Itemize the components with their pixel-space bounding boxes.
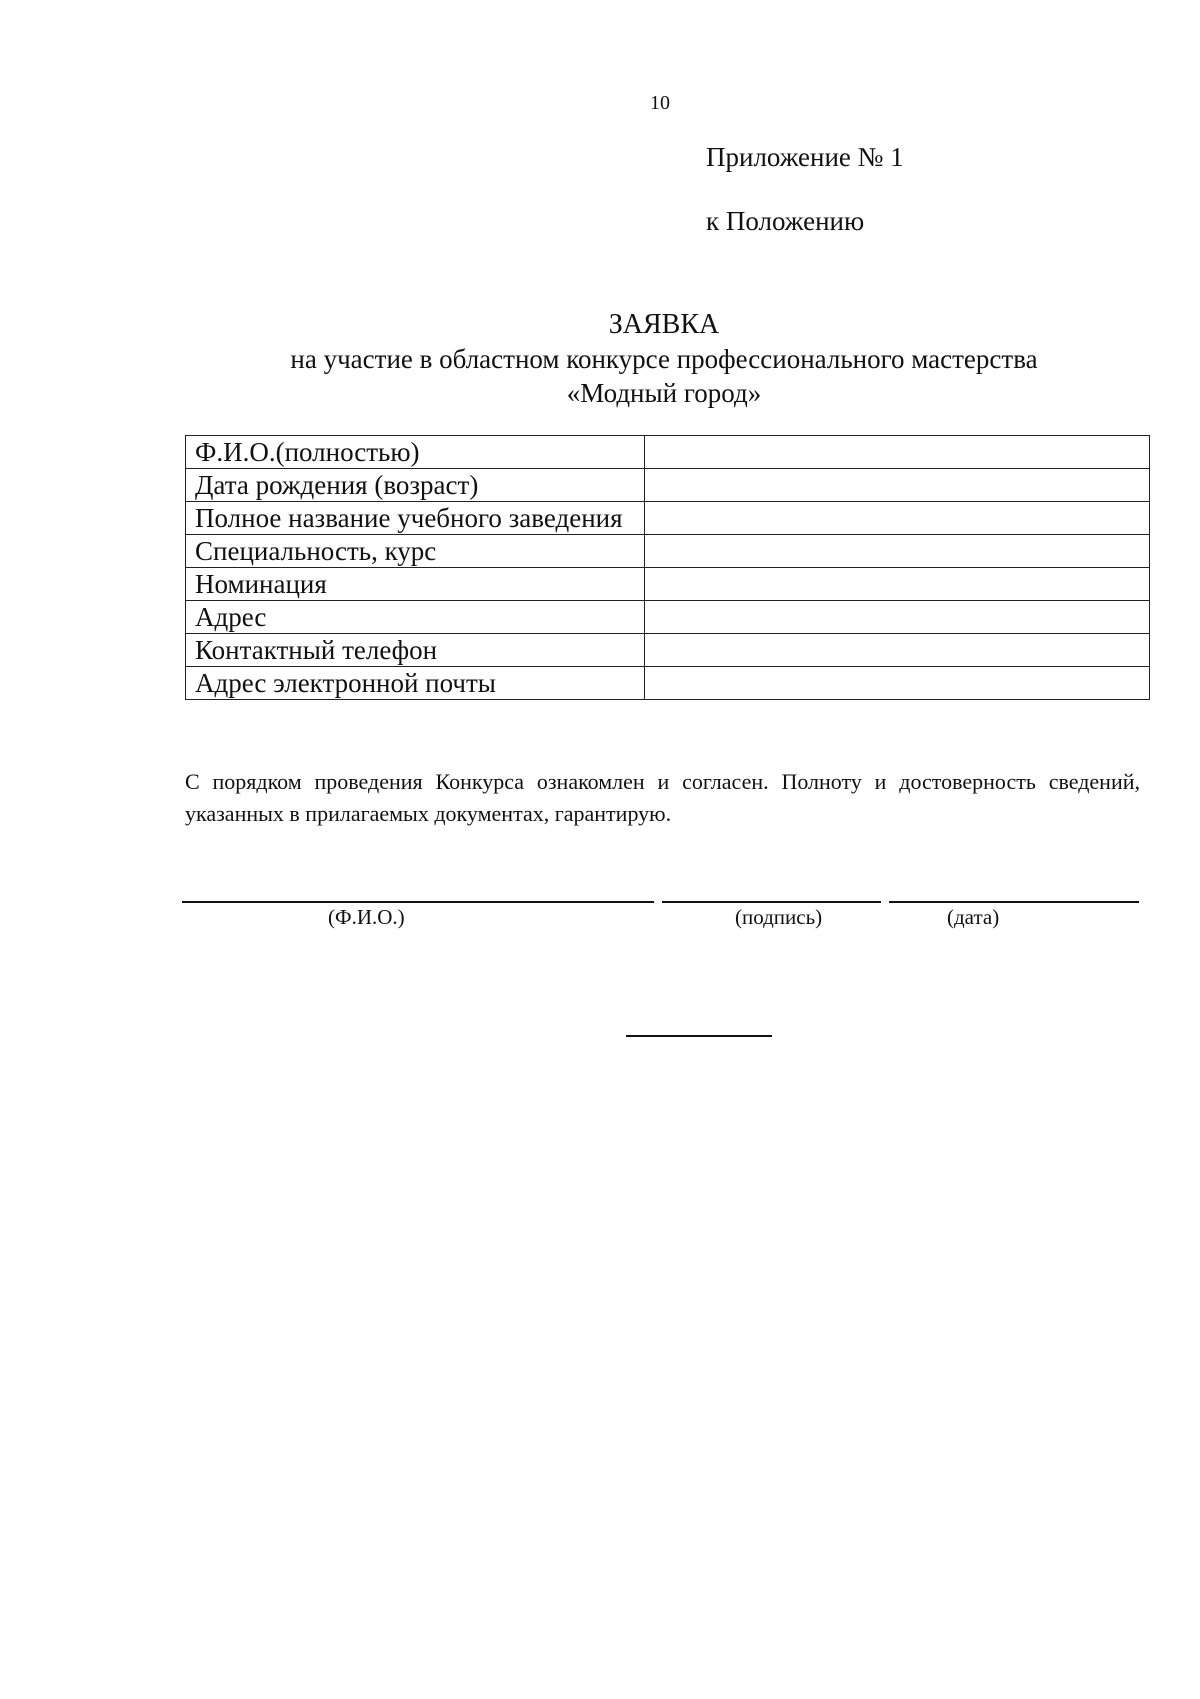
contest-name: «Модный город» — [566, 378, 762, 408]
date-signature-line[interactable] — [889, 901, 1139, 903]
document-subtitle: на участие в областном конкурсе профессионального мастерства — [290, 344, 1038, 374]
table-row — [186, 436, 1150, 469]
table-row — [186, 502, 1150, 535]
field-value-fio[interactable] — [645, 436, 1150, 469]
signature-line[interactable] — [662, 901, 881, 903]
field-label-fio: Ф.И.О.(полностью) — [186, 436, 645, 469]
document-title: ЗАЯВКА — [608, 309, 720, 340]
table-row — [186, 634, 1150, 667]
table-row — [186, 469, 1150, 502]
field-value-address[interactable] — [645, 601, 1150, 634]
date-caption: (дата) — [947, 905, 1000, 929]
field-label-email: Адрес электронной почты — [186, 667, 645, 700]
document-title-block — [0, 308, 1200, 410]
consent-statement: С порядком проведения Конкурса ознакомлен и согласен. Полноту и достоверность сведений, указанных в прилагаемых документах, гарантирую. — [185, 769, 1140, 826]
signature-caption: (подпись) — [735, 905, 823, 929]
field-value-specialty[interactable] — [645, 535, 1150, 568]
table-row — [186, 667, 1150, 700]
field-value-nomination[interactable] — [645, 568, 1150, 601]
appendix-number: Приложение № 1 — [706, 142, 904, 172]
field-label-nomination: Номинация — [186, 568, 645, 601]
fio-caption: (Ф.И.О.) — [328, 905, 405, 929]
field-label-specialty: Специальность, курс — [186, 535, 645, 568]
table-row — [186, 535, 1150, 568]
field-value-school[interactable] — [645, 502, 1150, 535]
end-of-document-divider — [626, 1035, 772, 1037]
field-label-school: Полное название учебного заведения — [186, 502, 645, 535]
page-number: 10 — [650, 92, 670, 114]
application-form-table — [185, 435, 1150, 700]
fio-signature-line[interactable] — [182, 901, 654, 903]
field-label-phone: Контактный телефон — [186, 634, 645, 667]
field-label-address: Адрес — [186, 601, 645, 634]
field-value-phone[interactable] — [645, 634, 1150, 667]
field-value-email[interactable] — [645, 667, 1150, 700]
field-value-birthdate[interactable] — [645, 469, 1150, 502]
table-row — [186, 601, 1150, 634]
table-row — [186, 568, 1150, 601]
field-label-birthdate: Дата рождения (возраст) — [186, 469, 645, 502]
appendix-reference: к Положению — [706, 206, 865, 236]
